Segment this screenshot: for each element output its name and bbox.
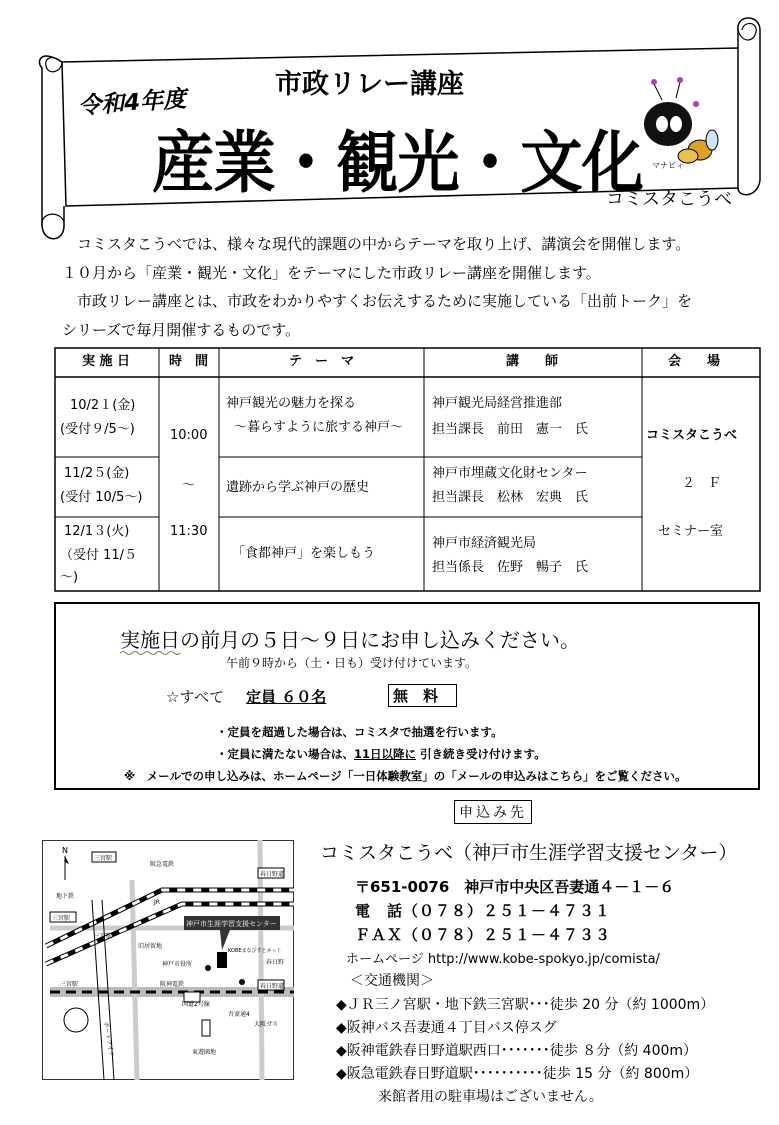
header-lecturer: 講 師: [506, 354, 559, 369]
map-label: 阪神電鉄: [160, 981, 185, 988]
row2-theme: 遺跡から学ぶ神戸の歴史: [226, 480, 370, 495]
row2-lecturer: 担当課長 松林 宏典 氏: [432, 490, 589, 505]
apply-hours: 午前９時から（土・日も）受け付けています。: [226, 656, 478, 670]
row2-org: 神戸市埋蔵文化財センター: [432, 466, 588, 481]
venue-room: セミナー室: [658, 524, 724, 539]
map-label: 国道2号線: [182, 1001, 210, 1008]
row1-lecturer: 担当課長 前田 憲一 氏: [432, 422, 589, 437]
application-label: 申込み先: [454, 800, 532, 824]
time-separator: ～: [182, 478, 196, 493]
map-label: 春日野: [266, 959, 285, 966]
row2-date: 11/2５(金): [64, 466, 130, 481]
note-continue: [216, 746, 546, 762]
fee-badge: 無 料: [388, 684, 457, 707]
mascot-bee-icon: [644, 77, 718, 163]
transport-item: ◆ＪＲ三ノ宮駅・地下鉄三宮駅･･･徒歩 20 分（約 1000m）: [336, 997, 715, 1013]
intro-line: １０月から「産業・観光・文化」をテーマにした市政リレー講座を開催します。: [62, 263, 601, 282]
intro-line: 市政リレー講座とは、市政をわかりやすくお伝えするために実施している「出前トーク」を: [62, 292, 693, 310]
map-label: 三宮駅: [94, 933, 113, 940]
map-label: 吾妻通4: [228, 1011, 250, 1018]
contact-org: コミスタこうべ（神戸市生涯学習支援センター）: [320, 842, 738, 864]
note-lottery: ・定員を超過した場合は、コミスタで抽選を行います。: [216, 725, 503, 739]
time-end: 11:30: [170, 524, 208, 539]
intro-line: コミスタこうべでは、様々な現代的課題の中からテーマを取り上げ、講演会を開催します。: [62, 235, 691, 253]
map-label: 阪急電鉄: [150, 861, 175, 868]
row2-accept: (受付 10/5～): [60, 490, 143, 505]
main-title: 産業・観光・文化: [152, 124, 644, 202]
map-label: 旧居留地: [138, 943, 163, 950]
fiscal-year: 令和4年度: [77, 86, 187, 120]
series-title: 市政リレー講座: [275, 69, 464, 100]
map-north-label: N: [62, 846, 68, 855]
note-continue-c: 引き続き受け付けます。: [416, 747, 546, 761]
map-label: 春日野道: [260, 983, 285, 990]
note-continue-date: 11日以降に: [354, 747, 417, 761]
header-theme: テ ー マ: [289, 354, 355, 369]
contact-phone: 電 話（０７８）２５１－４７３１: [355, 902, 612, 920]
row3-accept-end: ～): [60, 570, 79, 585]
homepage-link[interactable]: ホームページ http://www.kobe-spokyo.jp/comista/: [346, 952, 660, 967]
capacity: 定員 ６０名: [246, 688, 327, 706]
contact-fax: ＦＡＸ（０７８）２５１－４７３３: [355, 926, 612, 944]
map-label: 地下鉄: [56, 893, 75, 900]
brand-name: コミスタこうべ: [606, 189, 732, 210]
map-label: ポートライナー: [102, 1021, 117, 1064]
mascot-caption: マナビィ: [652, 161, 684, 170]
row1-date: 10/2１(金): [70, 398, 136, 413]
squiggle-underline: [120, 650, 180, 656]
row1-subtheme: ～暮らすように旅する神戸～: [234, 420, 404, 435]
map-label: JR: [154, 899, 160, 906]
time-start: 10:00: [170, 428, 208, 443]
map-label: KOBEまなびすとネット: [228, 948, 282, 954]
intro-line: シリーズで毎月開催するものです。: [62, 320, 301, 339]
map-label: 三宮駅: [52, 915, 71, 922]
table-grid: [54, 347, 761, 592]
row3-org: 神戸市経済観光局: [432, 536, 537, 551]
row1-org: 神戸観光局経営推進部: [432, 396, 563, 411]
transport-heading: ＜交通機関＞: [350, 973, 434, 989]
access-map: [42, 840, 294, 1080]
map-callout: 神戸市生涯学習支援センター: [186, 920, 277, 928]
header-time: 時 間: [169, 354, 209, 369]
transport-item: ◆阪急電鉄春日野道駅･･････････徒歩 15 分（約 800m）: [336, 1066, 699, 1082]
transport-item: ◆阪神バス吾妻通４丁目バス停スグ: [336, 1020, 557, 1036]
header-venue: 会 場: [668, 354, 721, 369]
transport-item: ◆阪神電鉄春日野道駅西口･･･････徒歩 ８分（約 400m）: [336, 1043, 698, 1059]
row3-theme: 「食都神戸」を楽しもう: [232, 546, 376, 561]
note-email: ※ メールでの申し込みは、ホームページ「一日体験教室」の「メールの申込みはこちら」をご覧ください。: [124, 769, 687, 783]
contact-address: 〒651-0076 神戸市中央区吾妻通４－１－６: [355, 878, 675, 896]
map-label: 大阪ガス: [254, 1021, 279, 1028]
parking-note: 来館者用の駐車場はございません。: [378, 1089, 603, 1105]
intro-text: [62, 230, 752, 344]
map-label: 三宮駅: [60, 981, 79, 988]
venue-floor: ２ Ｆ: [682, 476, 722, 491]
map-label: 東遊園地: [192, 1049, 217, 1056]
map-label: 春日野道: [260, 871, 285, 878]
row3-lecturer: 担当係長 佐野 暢子 氏: [432, 560, 589, 575]
application-info-box: [54, 602, 760, 790]
row3-accept: （受付 11/５: [60, 548, 138, 563]
row1-accept: (受付９/5～): [60, 422, 135, 437]
row1-theme: 神戸観光の魅力を探る: [226, 396, 357, 411]
row3-date: 12/1３(火): [64, 524, 130, 539]
capacity-prefix: ☆すべて: [166, 688, 225, 706]
note-continue-a: ・定員に満たない場合は、: [216, 747, 354, 761]
schedule-table: [54, 347, 761, 592]
header-date: 実 施 日: [82, 354, 131, 369]
map-label: 三宮駅: [94, 855, 113, 862]
map-label: 神戸市役所: [162, 961, 193, 968]
venue-name: コミスタこうべ: [646, 428, 738, 443]
apply-headline: 実施日の前月の５日～９日にお申し込みください。: [120, 628, 580, 652]
